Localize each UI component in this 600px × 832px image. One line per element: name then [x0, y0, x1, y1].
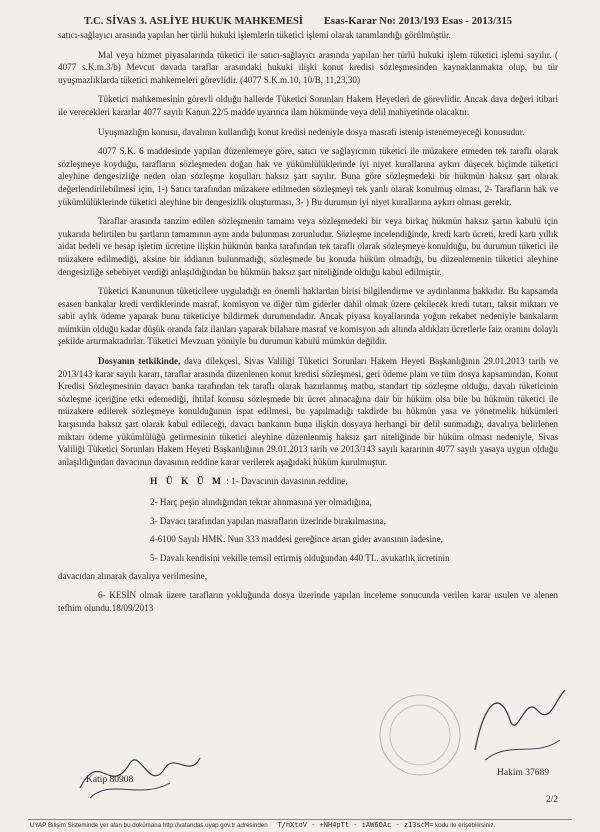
judge-signature	[455, 680, 575, 770]
evaluation-lead: Dosyanın tetkikinde,	[98, 356, 181, 367]
case-number: Esas-Karar No: 2013/193 Esas - 2013/315	[323, 16, 513, 27]
verification-code: T/nXtoV - +NH4pTt - iAW6OAc - z13scM=	[277, 821, 434, 829]
court-name: T.C. SİVAS 3. ASLİYE HUKUK MAHKEMESİ	[84, 16, 304, 27]
judge-label: Hakim 37689	[497, 768, 549, 778]
verdict-heading	[58, 475, 558, 489]
paragraph: Taraflar arasında tanzim edilen sözleşmenin tamamı veya sözleşmedeki bir veya birkaç hükmün haksız şartın kabulü için yukarıda belirtilen bu şartların tamamının aynı anda bulunması zorunludur. Sözleşme incelendiğinde, kredi kartı ücreti, kredi kartı yıllık aidat bedeli ve hesap işletim ücretine ilişkin hükmün banka tarafından tek taraflı olarak sözleşmeye konulduğu, bu durumun tüketici ile müzakere edilmediği, aksine bir iddianın bulunmadığı, sözleşmede bu konuda hüküm olmadığı, bu düzenlemenin tüketici aleyhine dengesizliğe sebebiyet verdiği anlaşıldığından bu hükmün haksız şart niteliğinde olduğu kabul edilmiştir.	[58, 216, 558, 277]
verdict-item-6: 6- KESİN olmak üzere tarafların yokluğunda dosya üzerinde yapılan inceleme sonucunda verilen karar usulen ve alenen tefhim olundu.18/09/2013	[58, 589, 558, 613]
footer-divider	[28, 819, 572, 820]
verdict-item-5-continued: davacıdan alınarak davalıya verilmesine,	[58, 571, 207, 582]
paragraph: Uyuşmazlığın konusu, davalının kullandığı konut kredisi nedeniyle dosya masrafı istenip istenemeyeceği konusudur.	[98, 126, 525, 137]
footer-suffix: kodu ile erişebilirsiniz.	[435, 822, 496, 829]
footer	[30, 821, 580, 829]
verdict-item-3: 3- Davacı tarafından yapılan masrafların üzerinde bırakılmasına,	[150, 515, 386, 526]
verdict-title: H Ü K Ü M	[150, 477, 224, 488]
document-body	[58, 29, 558, 621]
evaluation-paragraph	[58, 355, 558, 468]
verdict-item-2: 2- Harç peşin alındığından tekrar alınmasına yer olmadığına,	[150, 497, 372, 507]
document-header	[84, 16, 560, 27]
verdict-item-1: : 1- Davacının davasının reddine,	[226, 476, 348, 487]
paragraph: Tüketici mahkemesinin görevli olduğu hallerde Tüketici Sorunları Hakem Heyetleri de görevlidir. Ancak dava değeri itibari ile verecekleri kararlar 4077 sayılı Kanun 22/5 madde uyarınca ilam hükmünde veya delil mahiyetinde olacaktır.	[58, 94, 558, 117]
paragraph: satıcı-sağlayıcı arasında yapılan her türlü hukuki işlemlerin tüketici işlemi olarak tanımlandığı görülmüştür.	[58, 30, 451, 40]
clerk-label: Katip 80908	[86, 775, 134, 785]
paragraph: Tüketici Kanununun tüketicilere uyguladığı en önemli haklardan birisi bilgilendirme ve aydınlanma hakkıdır. Bu kapsamda esasen bankalar kredi verdiklerinde masraf, komisyon ve diğer tüm giderler dahil olmak üzere çekilecek kredi tutarı, taksit miktarı ve sabit aylık ödeme yaparak bunu tüketiciye bildirmek durumundadır. Ancak piyasa koyallarında yoğun rekabet nedeniyle bankaların mümkün olduğu kadar düşük oranda faiz ilanları yaparak bilahare masraf ve komisyon adı altında aldıkları ücretlerle faiz oranını dolaylı şekilde artırmaktadırlar. Tüketici Mevzuatı yönüyle bu durumun kabulü mümkün değildir.	[58, 286, 558, 347]
clerk-signature	[70, 738, 210, 808]
verdict-item-5: 5- Davalı kendisini vekille temsil ettirmiş olduğundan 440 TL. avukatlık ücretinin	[150, 552, 450, 563]
paragraph: 4077 S.K. 6 maddesinde yapılan düzenlemeye göre, satıcı ve sağlayıcının tüketici ile müzakere etmeden tek taraflı olarak sözleşmeye koyduğu, tarafların sözleşmeden doğan hak ve yükümlülüklerinde iyi niyet kurallarına aykırı düşecek biçimde tüketici aleyhine dengesizliğe neden olan sözleşme koşulları haksız şart sayılır. Buna göre sözleşmedeki bir hükmün haksız şart olarak değerlendirilebilmesi için, 1-) Satıcı tarafından müzakere edilmeden sözleşmeyi tek yanlı olarak konulmuş olması, 2- Tarafların hak ve yükümlülüklerinde tüketici aleyhine bir dengesizlik oluşturması, 3- ) Bu durumun iyi niyet kurallarına aykırı olması gerekir.	[58, 146, 558, 207]
verdict-item-4: 4-6100 Sayılı HMK. Nun 333 maddesi gereğince artan gider avansının iadesine,	[150, 534, 443, 545]
page-number: 2/2	[545, 795, 558, 805]
paragraph: Mal veya hizmet piyasalarında tüketici ile satıcı-sağlayıcı arasında yapılan her türlü hukuki işlem tüketici işlemi sayılır. ( 4077 s.K.m.3/b) Mevcut davada taraflar arasındaki hukuki ilişki konut kredisi sözleşmesinden kaynaklanmakta olup, bu tür uyuşmazlıklarda tüketici mahkemeleri görevlidir. (4077 S.K.m.10, 10/B, 11,23,30)	[58, 49, 558, 85]
evaluation-text: dava dilekçesi, Sivas Valiliği Tüketici Sorunları Hakem Heyeti Başkanlığının 29.01.2013 tarih ve 2013/143 karar sayılı kararı, taraflar arasında düzenlenen konut kredisi sözleşmesi, geri ödeme planı ve tüm dosya kapsamından, Konut Kredisi Sözleşmesinin davacı banka tarafından tek taraflı olarak hazırlanmış matbu, standart tip sözleşme olduğu, davalı tüketicinin sözleşme içeriğine etki edemediği, ihtilaf konusu sözleşmede bir ücret alınacağına dair bir hüküm olsa bile bu hükmün tüketici ile müzakere edilerek sözleşmeye konulduğunun ispat edilmesi, bu yapılmadığı takdirde bu hükmün yasa ve yönetmelik hükümleri karşısında haksız şart olarak kabul edileceği, davacı bankanın buna ilişkin dosyaya herhangi bir delil sunmadığı, davalıya belirlenen miktarı ödeme yükümlülüğü getirmesinin tüketici aleyhine düzenlenmiş haksız şart niteliğinde bir hüküm olması nedeniyle, Sivas Valiliği Tüketici Sorunları Hakem Heyeti Başkanlığının 29.01.2013 tarih ve 2013/143 sayılı kararının 4077 sayılı yasaya uygun olduğu anlaşıldığından davacının davasının reddine karar verilerek aşağıdaki hüküm kurulmuştur.	[58, 356, 559, 467]
footer-text: UYAP Bilişim Sisteminde yer alan bu dokümana http://vatandas.uyap.gov.tr adresinden	[30, 822, 268, 829]
